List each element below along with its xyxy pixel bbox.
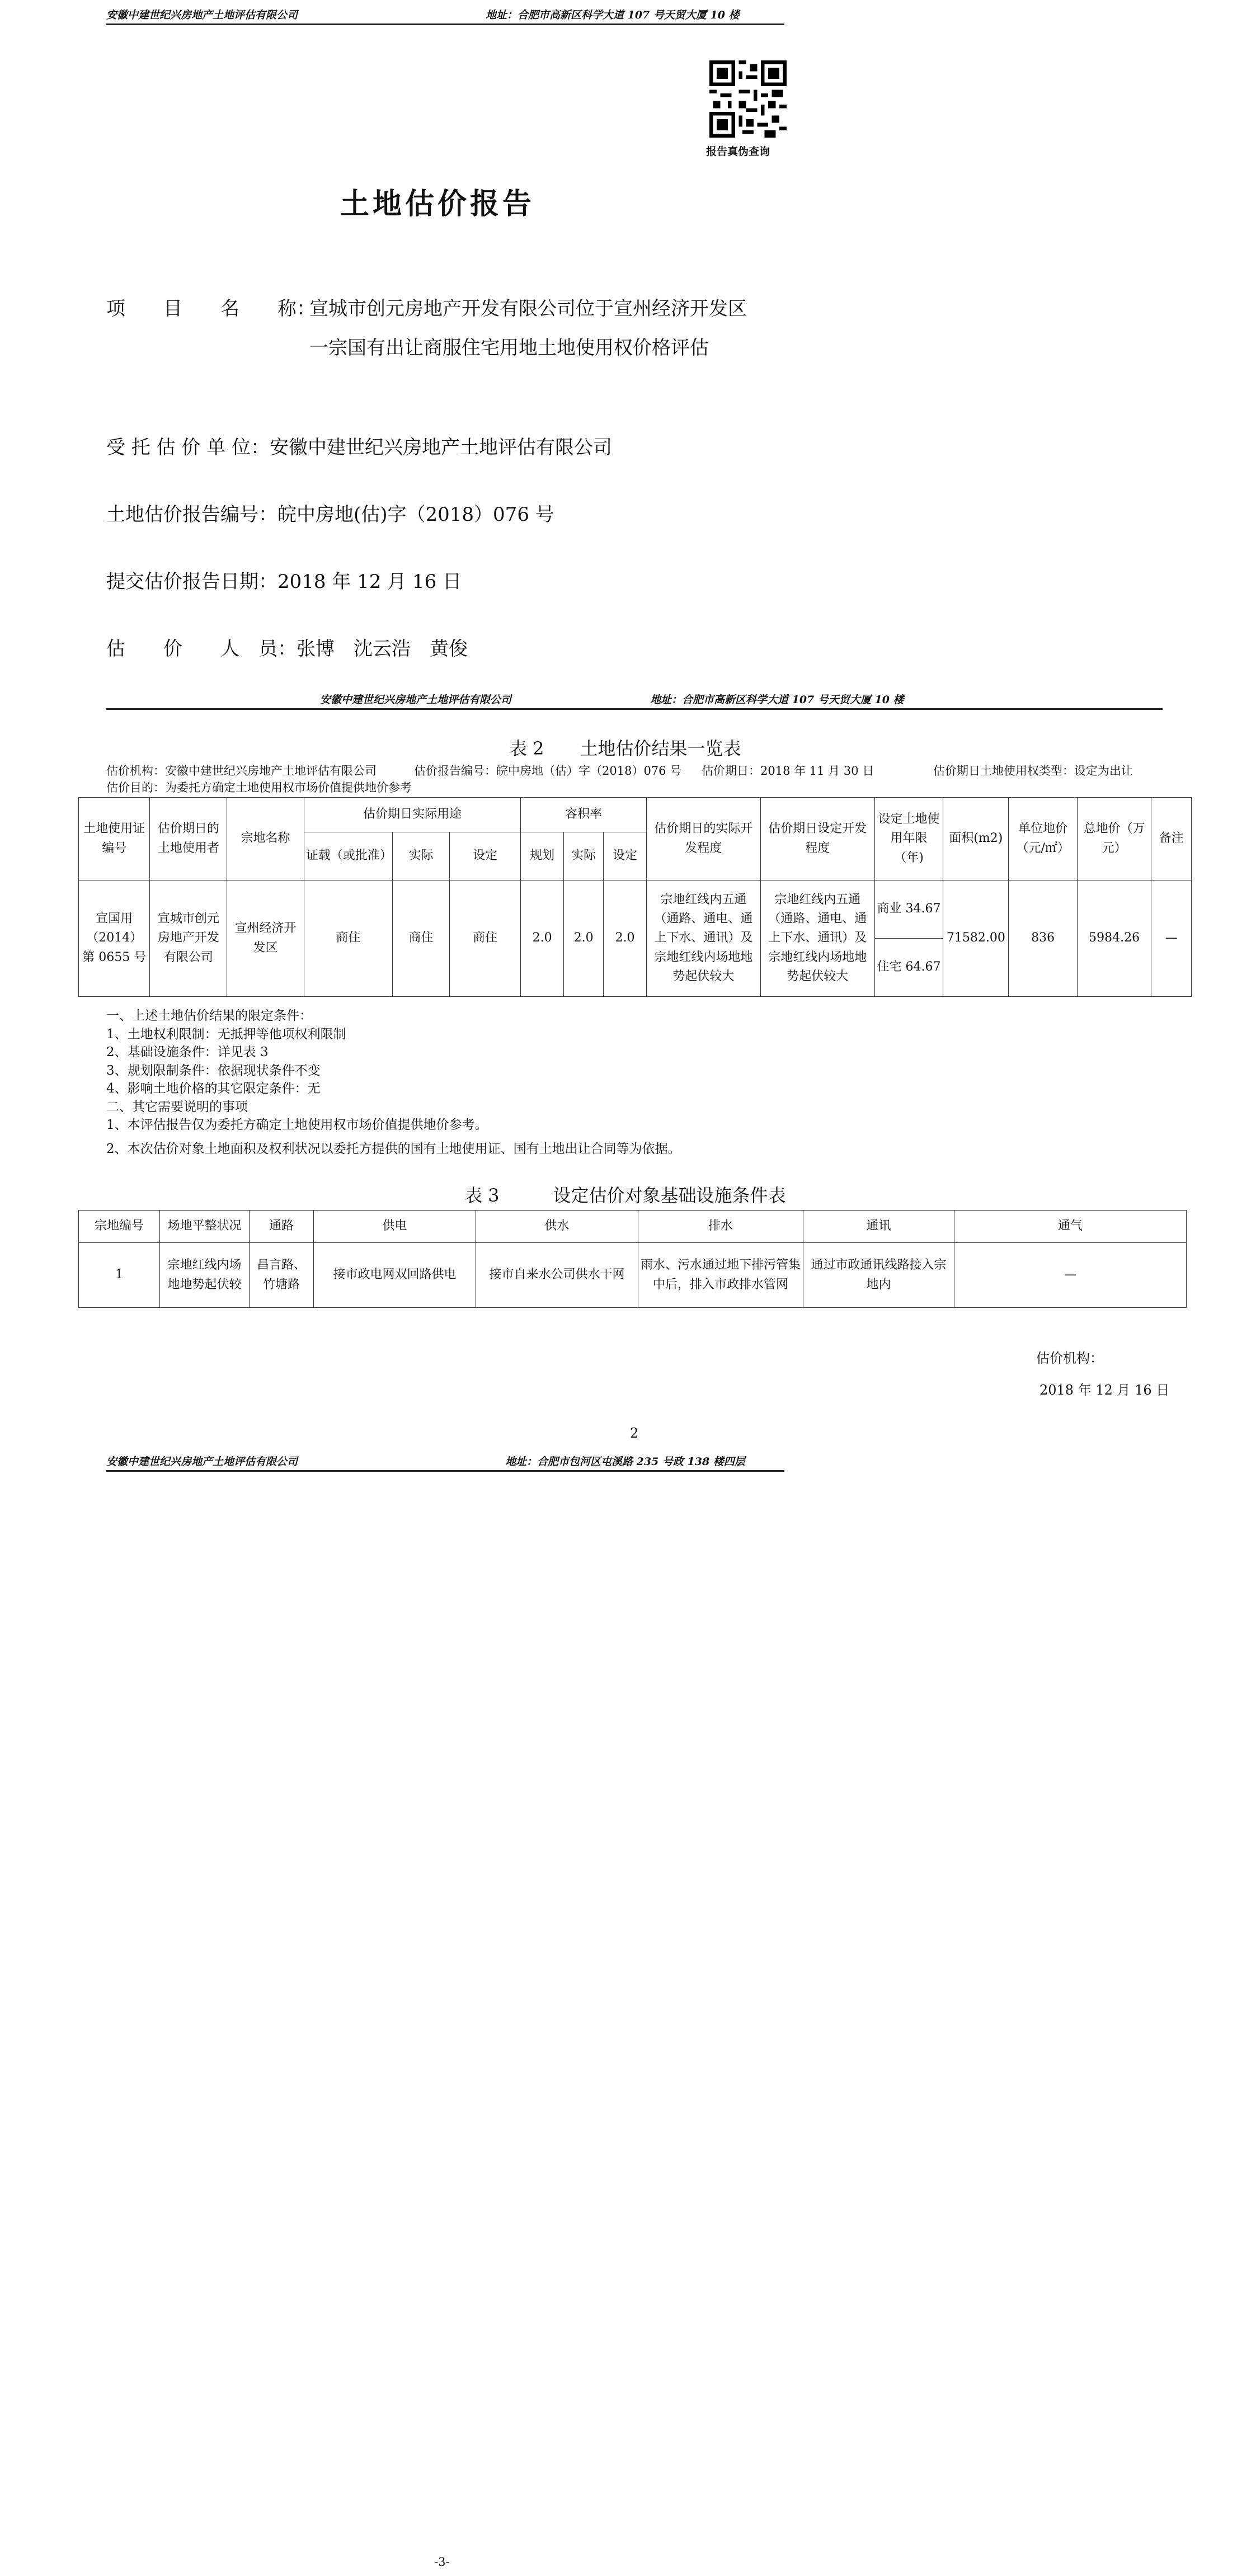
col-use-actual: 实际 <box>392 832 449 880</box>
t3-cell-gas: — <box>954 1243 1187 1308</box>
t3-col-water: 供水 <box>476 1211 638 1243</box>
cell-years-residential: 住宅 64.67 <box>874 939 943 997</box>
t3-col-id: 宗地编号 <box>79 1211 160 1243</box>
appraiser-unit: 受 托 估 价 单 位：安徽中建世纪兴房地产土地评估有限公司 <box>106 436 613 459</box>
t3-col-gas: 通气 <box>954 1211 1187 1243</box>
col-dev-set: 估价期日设定开发程度 <box>760 798 874 880</box>
col-cert-number: 土地使用证编号 <box>79 798 150 880</box>
cell-use-set: 商住 <box>449 880 521 997</box>
t3-col-power: 供电 <box>314 1211 476 1243</box>
t3-cell-id: 1 <box>79 1243 160 1308</box>
cell-area: 71582.00 <box>943 880 1009 997</box>
cell-note: — <box>1151 880 1192 997</box>
t3-cell-road: 昌言路、竹塘路 <box>250 1243 314 1308</box>
col-note: 备注 <box>1151 798 1192 880</box>
appraisers: 估 价 人 员：张博 沈云浩 黄俊 <box>106 638 468 660</box>
meta-report-no: 估价报告编号：皖中房地（估）字（2018）076 号 <box>414 764 682 778</box>
meta-purpose: 估价目的：为委托方确定土地使用权市场价值提供地价参考 <box>106 781 412 794</box>
cell-far-plan: 2.0 <box>521 880 563 997</box>
note-line: 2、本次估价对象土地面积及权利状况以委托方提供的国有土地使用证、国有土地出让合同等为依据。 <box>106 1141 681 1156</box>
header-address: 地址：合肥市高新区科学大道 107 号天贸大厦 10 楼 <box>486 9 740 21</box>
col-dev-actual: 估价期日的实际开发程度 <box>646 798 760 880</box>
note-line: 1、本评估报告仅为委托方确定土地使用权市场价值提供地价参考。 <box>106 1118 488 1132</box>
infrastructure-table <box>78 1210 1187 1308</box>
meta-right-type: 估价期日土地使用权类型：设定为出让 <box>933 764 1133 778</box>
col-years: 设定土地使用年限（年) <box>874 798 943 880</box>
project-label: 项 目 名 称： <box>106 298 316 320</box>
inner-page-number: 2 <box>630 1425 639 1441</box>
header-company: 安徽中建世纪兴房地产土地评估有限公司 <box>106 9 298 21</box>
cell-use-actual: 商住 <box>392 880 449 997</box>
table3-title: 表 3 设定估价对象基础设施条件表 <box>464 1185 786 1206</box>
t3-col-drainage: 排水 <box>638 1211 803 1243</box>
col-group-far: 容积率 <box>521 798 646 832</box>
note-line: 二、其它需要说明的事项 <box>106 1099 248 1114</box>
t3-cell-water: 接市自来水公司供水干网 <box>476 1243 638 1308</box>
project-name-line1: 宣城市创元房地产开发有限公司位于宣州经济开发区 <box>309 298 747 320</box>
t3-cell-site: 宗地红线内场地地势起伏较 <box>160 1243 250 1308</box>
t3-col-telecom: 通讯 <box>803 1211 954 1243</box>
col-use-set: 设定 <box>449 832 521 880</box>
note-line: 2、基础设施条件：详见表 3 <box>106 1045 269 1059</box>
t3-cell-drainage: 雨水、污水通过地下排污管集中后，排入市政排水管网 <box>638 1243 803 1308</box>
page2-header-rule <box>106 708 1163 710</box>
note-line: 4、影响土地价格的其它限定条件：无 <box>106 1081 321 1096</box>
cell-years-commercial: 商业 34.67 <box>874 880 943 939</box>
table2-title: 表 2 土地估价结果一览表 <box>509 738 741 759</box>
cell-use-cert: 商住 <box>304 880 392 997</box>
cell-user: 宣城市创元房地产开发有限公司 <box>150 880 227 997</box>
note-line: 3、规划限制条件：依据现状条件不变 <box>106 1063 321 1078</box>
cell-far-actual: 2.0 <box>563 880 603 997</box>
report-title: 土地估价报告 <box>340 187 535 221</box>
page2-header-address: 地址：合肥市高新区科学大道 107 号天贸大厦 10 楼 <box>650 694 904 706</box>
project-name-line2: 一宗国有出让商服住宅用地土地使用权价格评估 <box>309 337 709 359</box>
col-far-plan: 规划 <box>521 832 563 880</box>
t3-cell-telecom: 通过市政通讯线路接入宗地内 <box>803 1243 954 1308</box>
sign-date: 2018 年 12 月 16 日 <box>1039 1382 1170 1398</box>
cell-cert: 宣国用（2014）第 0655 号 <box>79 880 150 997</box>
cell-parcel: 宣州经济开发区 <box>227 880 304 997</box>
t3-col-road: 通路 <box>250 1211 314 1243</box>
col-area: 面积(m2) <box>943 798 1009 880</box>
col-parcel-name: 宗地名称 <box>227 798 304 880</box>
note-line: 一、上述土地估价结果的限定条件： <box>106 1009 312 1023</box>
cell-dev-set: 宗地红线内五通（通路、通电、通上下水、通讯）及宗地红线内场地地势起伏较大 <box>760 880 874 997</box>
page2-footer-company: 安徽中建世纪兴房地产土地评估有限公司 <box>106 1456 298 1468</box>
col-far-set: 设定 <box>604 832 647 880</box>
col-unit-price: 单位地价（元/㎡） <box>1009 798 1077 880</box>
meta-date: 估价期日：2018 年 11 月 30 日 <box>702 764 874 778</box>
qr-code-icon[interactable] <box>709 60 787 138</box>
col-use-cert: 证载（或批准） <box>304 832 392 880</box>
col-total-price: 总地价（万元） <box>1077 798 1151 880</box>
note-line: 1、土地权利限制：无抵押等他项权利限制 <box>106 1026 346 1042</box>
cell-far-set: 2.0 <box>604 880 647 997</box>
meta-org: 估价机构：安徽中建世纪兴房地产土地评估有限公司 <box>106 764 377 778</box>
cell-total: 5984.26 <box>1077 880 1151 997</box>
submit-date: 提交估价报告日期：2018 年 12 月 16 日 <box>106 571 462 593</box>
cell-unit-price: 836 <box>1009 880 1077 997</box>
sign-org: 估价机构： <box>1036 1350 1103 1366</box>
page2-footer-rule <box>106 1470 784 1472</box>
cell-dev-actual: 宗地红线内五通（通路、通电、通上下水、通讯）及宗地红线内场地地势起伏较大 <box>646 880 760 997</box>
col-land-user: 估价期日的土地使用者 <box>150 798 227 880</box>
col-far-actual: 实际 <box>563 832 603 880</box>
t3-cell-power: 接市政电网双回路供电 <box>314 1243 476 1308</box>
notes-block <box>106 1007 681 1158</box>
valuation-result-table <box>78 797 1192 997</box>
page-number: -3- <box>434 2555 450 2569</box>
t3-col-site: 场地平整状况 <box>160 1211 250 1243</box>
header-rule <box>106 23 784 25</box>
report-number: 土地估价报告编号：皖中房地(估)字（2018）076 号 <box>106 503 554 526</box>
page2-header-company: 安徽中建世纪兴房地产土地评估有限公司 <box>320 694 512 706</box>
qr-caption: 报告真伪查询 <box>706 145 770 158</box>
col-group-use: 估价期日实际用途 <box>304 798 521 832</box>
page2-footer-address: 地址：合肥市包河区屯溪路 235 号政 138 楼四层 <box>505 1456 745 1468</box>
